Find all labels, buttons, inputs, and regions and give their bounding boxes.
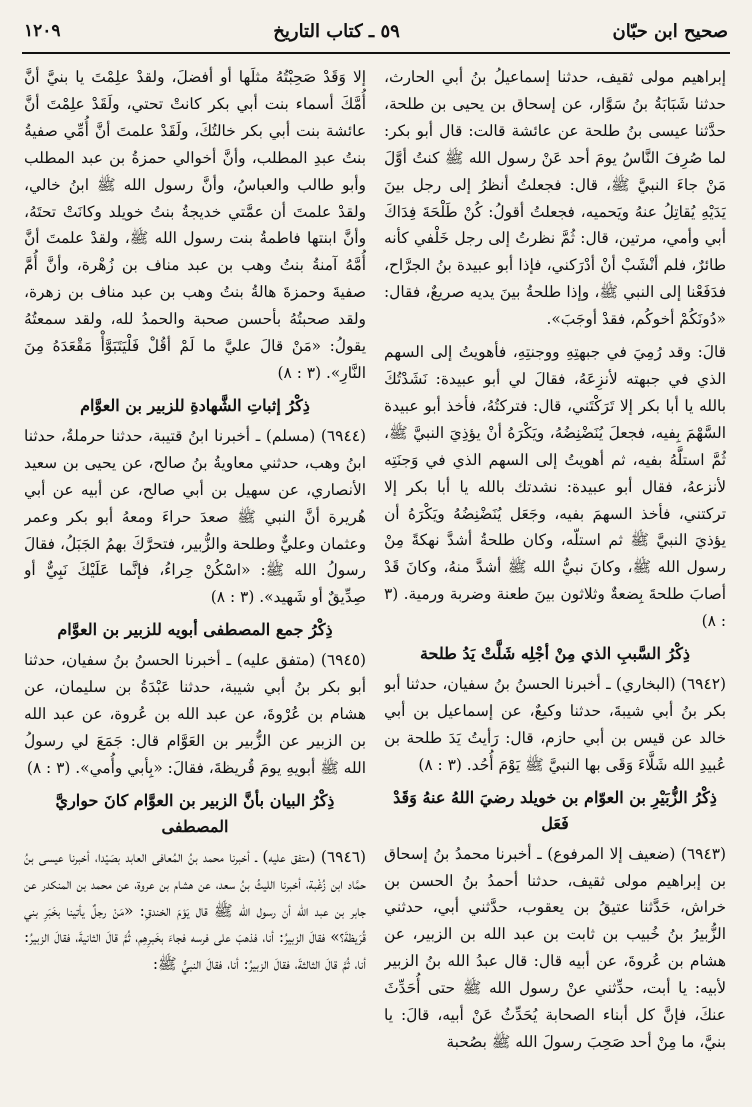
paragraph: إلا وَقَدْ صَحِبْتُهُ مثلَها أو أفضلَ، ولقدْ علِمْتَ يا بنيَّ أنَّ أُمَّكَ أسماء بنت أبي بكر كانتْ تحتي، ولَقَدْ علِمْتَ أنَّ عائشة بنت أبي بكر خالتُكَ، ولَقَدْ علمتَ أنَّ أُمِّي صفيةُ بنتُ عبدِ المطلب، وأنَّ أخوالي حمزةُ بن عبد المطلب وأبو طالب والعباسُ، وأنَّ رسول الله ﷺ ابنُ خالي، ولقدْ علمتَ أن عمَّتي خديجةُ بنتُ خويلد وكانَتْ تحتَهُ، وأنَّ ابنتها فاطمةُ بنت رسول الله ﷺ، ولقدْ علمتَ أنَّ أُمَّهُ آمنةُ بنتُ وهب بن عبد مناف بن زُهْرة، وأنَّ أُمَّ صفيةَ وحمزةَ هالةُ بنتُ وهب بن عبد مناف بن زهرة، ولقد صحبتُهُ بأحسن صحبة والحمدُ لله، ولقد سمعتُهُ يقولُ: «مَنْ قالَ عليَّ ما لَمْ أقُلْ فَلْيَتَبَوَّأْ مَقْعَدَهُ مِنَ النَّارِ». (٣ : ٨) xyxy=(24,68,366,382)
header-rule xyxy=(22,52,730,54)
section-heading: ذِكْرُ البيان بأنَّ الزبير بن العوَّام كانَ حواريَّ المصطفى xyxy=(55,790,335,836)
right-column xyxy=(384,64,726,1094)
paragraph: إبراهيم مولى ثقيف، حدثنا إسماعيلُ بنُ أبي الحارث، حدثنا شَبَابَةُ بنُ سَوَّار، عن إسحاق بن يحيى بن طلحة، حدَّثنا عيسى بنُ طلحة عن عائشة قالت: قال أبو بكر: لما صُرِفَ النَّاسُ يومَ أحد عَنْ رسول الله ﷺ كنتُ أوَّلَ مَنْ جاءَ النبيَّ ﷺ، قال: فجعلتُ أنظرُ إلى رجل بينَ يَدَيْهِ يُقاتِلُ عنهُ ويَحميه، فجعلتُ أقولُ: كُنْ طَلْحَةَ فِدَاكَ أبي وأمي، مرتين، قال: ثُمَّ نظرتُ إلى رجل خَلْفي كأنه طائرٌ، فلم أنْشَبْ أنْ أدْرَكني، فإذا أبو عبيدة بنُ الجرَّاح، فدَفَعْنا إلى النبي ﷺ، وإذا طلحةُ بينَ يديه صريعٌ، فقال: «دُونَكُمْ أخوكُم، فقدْ أوجَبَ». xyxy=(384,68,726,329)
paragraph: (٦٩٤٢) (البخاري) ـ أخبرنا الحسنُ بنُ سفيان، حدثنا أبو بكر بنُ أبي شيبةَ، حدثنا وكيعٌ، عن إسماعيل بن أبي خالد عن قيس بن أبي حازم، قال: رَأيتُ يَدَ طلحة بن عُبيدِ الله شَلَّاءَ وَقَى بها النبيَّ ﷺ يَوْمَ أُحُد. (٣ : ٨) xyxy=(384,675,726,774)
section-heading: ذِكْرُ الزُّبَيْرِ بن العوّام بن خويلد رضيَ اللهُ عنهُ وَقَدْ فَعَل xyxy=(393,787,717,833)
paragraph: (٦٩٤٥) (متفق عليه) ـ أخبرنا الحسنُ بنُ سفيان، حدثنا أبو بكر بنُ أبي شيبة، حدثنا عَبْدَةُ بن سليمان، عن هشام بن عُرْوةَ، عن عبد الله بن عُروة، عن عبد الله بن الزبير عن الزُّبير بن العَوَّام قال: جَمَعَ لي رسولُ الله ﷺ أبويهِ يومَ قُريظةَ، فقالَ: «بِأبي وأُمي». (٣ : ٨) xyxy=(24,651,366,777)
section-heading: ذِكْرُ جمع المصطفى أبويه للزبير بن العوَّام xyxy=(57,620,333,640)
section-heading: ذِكْرُ السَّببِ الذي مِنْ أجْلِه شَلَّتْ يَدُ طلحة xyxy=(419,644,691,664)
page-header xyxy=(24,16,728,46)
paragraph: (٦٩٤٦) (متفق عليه) ـ أخبرنا محمد بنُ المُعافى العابد بصَيْدا، أخبرنا عيسى بنُ حمَّاد ابن زُغْبة، أخبرنا الليثُ بنُ سعد، عن هشام بن عروة، عن محمد بن المنكدر عن جابر بن عبد الله أن رسول الله ﷺ قال يَوْمَ الخندقِ: «مَنْ رجلٌ يأتينا بخَبَرِ بني قُرَيظةَ؟» فقالَ الزبيرُ: أنا، فذهبَ على فرسه فجاءَ بخَبرِهِم، ثُمَّ قالَ الثانيةَ، فقالَ الزبيرُ: أنا، ثُمَّ قالَ الثالثةَ، فقالَ الزبيرُ: أنا، فقالَ النبيُّ ﷺ: xyxy=(24,847,366,974)
paragraph: (٦٩٤٤) (مسلم) ـ أخبرنا ابنُ قتيبة، حدثنا حرملةُ، حدثنا ابنُ وهب، حدثني معاويةُ بنُ صالح، عن يحيى بن سعيد الأنصاري، عن سهيل بن أبي صالح، عن أبيه عن أبي هُريرة أنَّ النبي ﷺ صعدَ حراءَ ومعهُ أبو بكر وعمر وعثمان وعليٌّ وطلحة والزُّبير، فتحرَّكَ بهمُ الجَبَلُ، فقالَ رسولُ الله ﷺ: «اسْكُنْ حِراءُ، فإنَّما عَلَيْكَ نَبِيٌّ أو صِدِّيقٌ أو شَهيد». (٣ : ٨) xyxy=(24,426,366,607)
paragraph: قالَ: وقد رُمِيَ في جبهتِهِ ووجنتِهِ، فأهويتُ إلى السهم الذي في جبهته لأنزِعَهُ، فقالَ لي أبو عبيدة: نَشَدْتُكَ بالله يا أبا بكر إلا تَرَكْتَني، قال: فتركتُهُ، فأخذ أبو عبيدة السَّهْمَ بِفيه، فجعلَ يُنَضْنِضُهُ، ويَكْرَهُ أنْ يؤذِيَ النبيَّ ﷺ، ثُمَّ استلَّهُ بفيه، ثم أهويتُ إلى السهم الذي في وَجنَتِه لأنزعهُ، فقال أبو عبيدة: نشدتك بالله يا أبا بكر إلا تركتني، فأخذ السهمَ بفيه، وجَعَل يُنَضْنِضُهُ ويَكْرَهُ أن يؤذيَ النبيَّ ﷺ ثم استلّه، وكان طلحةُ أشدَّ نهكةً مِنْ رسول الله ﷺ، وكانَ نبيُّ الله ﷺ أشدَّ منهُ، وكانَ قَدْ أصابَ طلحةَ بِضعةٌ وثلاثون بينَ طعنة وضربة ورمية. (٣ : ٨) xyxy=(384,343,726,631)
book-title: صحيح ابن حبّان xyxy=(612,20,728,42)
paragraph: (٦٩٤٣) (ضعيف إلا المرفوع) ـ أخبرنا محمدُ بنُ إسحاق بن إبراهيم مولى ثقيف، حدثنا أحمدُ بنُ الحسن بن خراش، حَدَّثنا عتيقُ بن يعقوب، حدَّثني أبي، حدثني الزُّبيرُ بنُ خُبيب بن ثابت بن عبد الله بن الزبير، عن هشام بن عُروةَ، عن أبيه قال: قال عبدُ الله بنُ الزبير لأبيه: يا أبت، حدِّثني عنْ رسول الله ﷺ حتى أُحَدِّثَ عنكَ، فإنَّ كل أبناء الصحابة يُحَدِّثُ عَنْ أبيه، قالَ: يا بنيَّ، ما مِنْ أحد صَحِبَ رسولَ الله ﷺ بصُحبة xyxy=(384,844,726,1051)
chapter-title: ٥٩ ـ كتاب التاريخ xyxy=(273,20,400,42)
page-number: ١٢٠٩ xyxy=(24,21,61,41)
section-heading: ذِكْرُ إثباتِ الشَّهادةِ للزبير بن العوَّام xyxy=(80,395,310,415)
left-column xyxy=(24,64,366,1094)
